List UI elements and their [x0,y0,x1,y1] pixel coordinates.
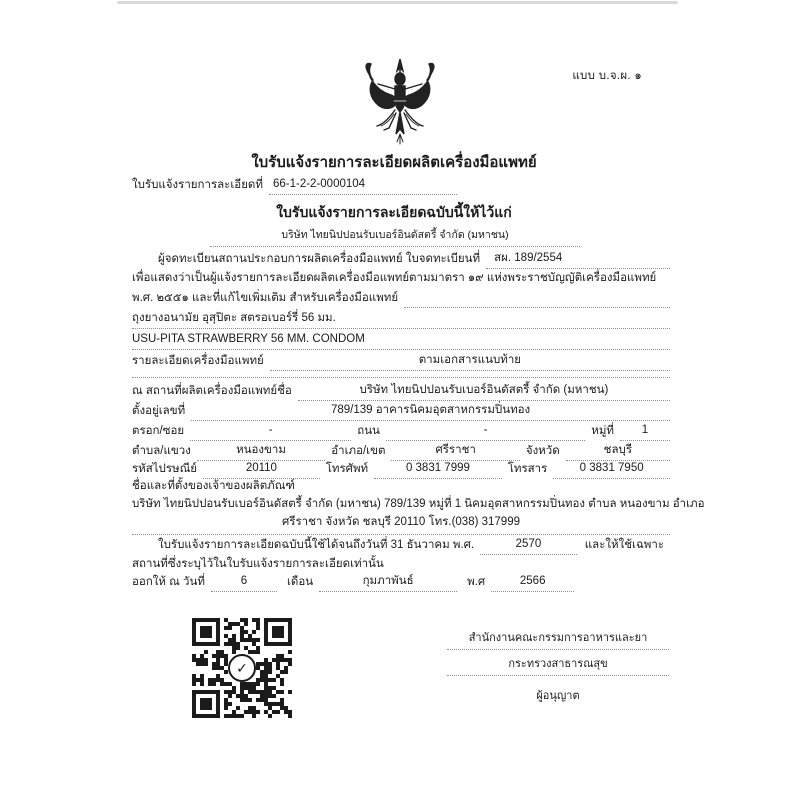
doc-number-label: ใบรับแจ้งรายการละเอียดที่ [132,179,263,191]
address-no-value: 789/139 อาคารนิคมอุตสาหกรรมปิ่นทอง [191,402,670,421]
issued-label: ออกให้ ณ วันที่ [132,576,205,588]
qr-logo-check-icon: ✓ [228,654,256,682]
fax-value: 0 3831 7950 [553,460,670,479]
device-name-en: USU-PITA STRAWBERRY 56 MM. CONDOM [132,331,670,350]
form-code: แบบ บ.จ.ผ. ๑ [572,70,642,82]
site-label: ณ สถานที่ผลิตเครื่องมือแพทย์ชื่อ [132,385,292,397]
scan-edge-artifact [117,1,678,4]
validity-line2-row [132,556,670,573]
address-no-row [132,402,670,421]
site-row [132,382,670,401]
site-name: บริษัท ไทยนิปปอนรับเบอร์อินดัสตรี้ จำกัด (มหาชน) [298,382,670,401]
owner-line2-row [132,514,670,535]
blank-rule [132,362,670,378]
year-label: พ.ศ [467,576,486,588]
details-label: รายละเอียดเครื่องมือแพทย์ [132,355,264,367]
issued-to-company: บริษัท ไทยนิปปอนรับเบอร์อินดัสตรี้ จำกัด (มหาชน) [210,226,580,247]
registration-number: สผ. 189/2554 [486,250,670,269]
moo-value: 1 [620,422,670,441]
issued-to-heading: ใบรับแจ้งรายการละเอียดฉบับนี้ให้ไว้แก่ [276,204,512,220]
subdistrict-label: ตำบล/แขวง [132,445,191,457]
device-name-th-row [132,310,670,329]
act-row [132,290,670,308]
declare-text: เพื่อแสดงว่าเป็นผู้แจ้งรายการละเอียดผลิตเครื่องมือแพทย์ตามมาตรา ๑๙ แห่งพระราชบัญญัติเครื่องมือแพทย์ [132,272,657,284]
owner-heading: ชื่อและที่ตั้งของเจ้าของผลิตภัณฑ์ [132,480,295,492]
registrant-label: ผู้จดทะเบียนสถานประกอบการผลิตเครื่องมือแพทย์ ใบจดทะเบียนที่ [158,253,481,265]
postcode-value: 20110 [203,460,320,479]
device-name-en-row [132,331,670,350]
qr-code [192,618,292,718]
subdistrict-value: หนองขาม [197,442,325,461]
valid-until-year: 2570 [480,536,577,555]
postcode-label: รหัสไปรษณีย์ [132,463,198,475]
fax-label: โทรสาร [507,463,548,475]
province-label: จังหวัด [525,445,560,457]
blank-rule-row [132,362,670,378]
phone-value: 0 3831 7999 [374,460,502,479]
owner-line1: บริษัท ไทยนิปปอนรับเบอร์อินดัสตรี้ จำกัด (มหาชน) 789/139 หมู่ที่ 1 นิคมอุตสาหกรรมปิ่นทอง ตำบล หนองขาม อำเภอ [132,498,705,510]
district-label: อำเภอ/เขต [331,445,386,457]
issued-year: 2566 [491,573,574,592]
signer-title: ผู้อนุญาต [536,690,580,702]
garuda-emblem-icon [348,56,452,150]
doc-number-value: 66-1-2-2-0000104 [269,176,457,195]
device-name-th: ถุงยางอนามัย อุสุปิตะ สตรอเบอร์รี่ 56 มม. [132,310,670,329]
document-title: ใบรับแจ้งรายการละเอียดผลิตเครื่องมือแพทย์ [251,154,537,171]
validity-row [132,536,670,555]
subdistrict-row [132,442,670,461]
issued-month: กุมภาพันธ์ [319,573,457,592]
owner-line2: ศรีราชา จังหวัด ชลบุรี 20110 โทร.(038) 317999 [132,514,670,535]
road-value: - [386,422,585,441]
valid-suffix: และให้ใช้เฉพาะ [584,539,664,551]
validity-line2: สถานที่ซึ่งระบุไว้ในใบรับแจ้งรายการละเอียดเท่านั้น [132,558,384,570]
address-no-label: ตั้งอยู่เลขที่ [132,405,186,417]
moo-label: หมู่ที่ [591,425,614,437]
owner-line1-row [132,496,705,513]
lane-road-moo-row [132,422,670,441]
lane-value: - [190,422,351,441]
phone-label: โทรศัพท์ [325,463,369,475]
owner-heading-row [132,478,670,495]
issued-day: 6 [211,573,277,592]
doc-number-row [132,176,670,195]
postcode-row [132,460,670,479]
agency-name: สำนักงานคณะกรรมการอาหารและยา [447,628,669,650]
ministry-name: กระทรวงสาธารณสุข [447,654,669,676]
declare-row [132,270,670,287]
issue-date-row [132,573,670,592]
signature-block [447,628,669,704]
act-text: พ.ศ. ๒๕๕๑ และที่แก้ไขเพิ่มเติม สำหรับเครื่องมือแพทย์ [132,292,399,304]
road-label: ถนน [357,425,380,437]
valid-until-label: ใบรับแจ้งรายการละเอียดฉบับนี้ใช้ได้จนถึงวันที่ 31 ธันวาคม พ.ศ. [158,539,475,551]
province-value: ชลบุรี [566,442,670,461]
lane-label: ตรอก/ซอย [132,425,185,437]
details-value: ตามเอกสารแนบท้าย [270,352,670,371]
act-blank-line [404,292,670,308]
registrant-row [132,250,670,269]
month-label: เดือน [286,576,314,588]
district-value: ศรีราชา [391,442,519,461]
